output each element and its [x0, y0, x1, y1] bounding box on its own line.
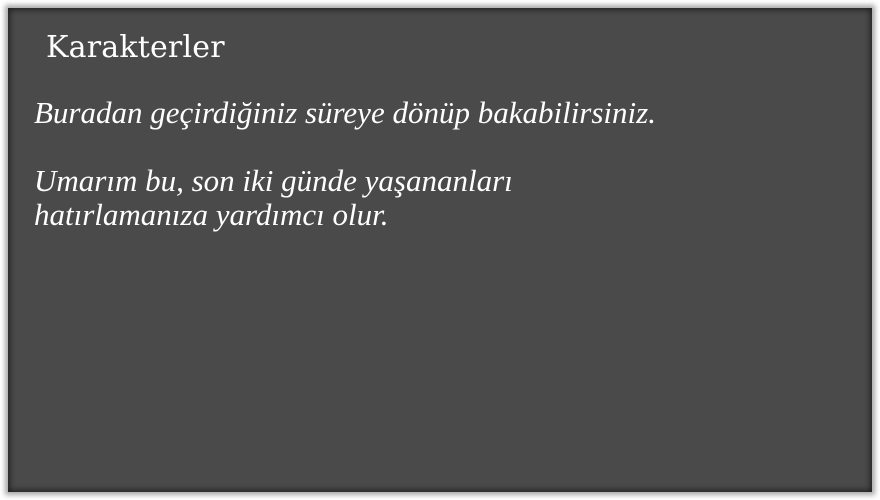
body-paragraph-2: Umarım bu, son iki günde yaşananları hatırlamanıza yardımcı olur. — [34, 163, 513, 232]
body-paragraph-1: Buradan geçirdiğiniz süreye dönüp bakabilirsiniz. — [34, 95, 656, 130]
panel-body — [34, 96, 794, 266]
panel-title: Karakterler — [46, 30, 225, 65]
dialog-panel — [8, 8, 872, 492]
